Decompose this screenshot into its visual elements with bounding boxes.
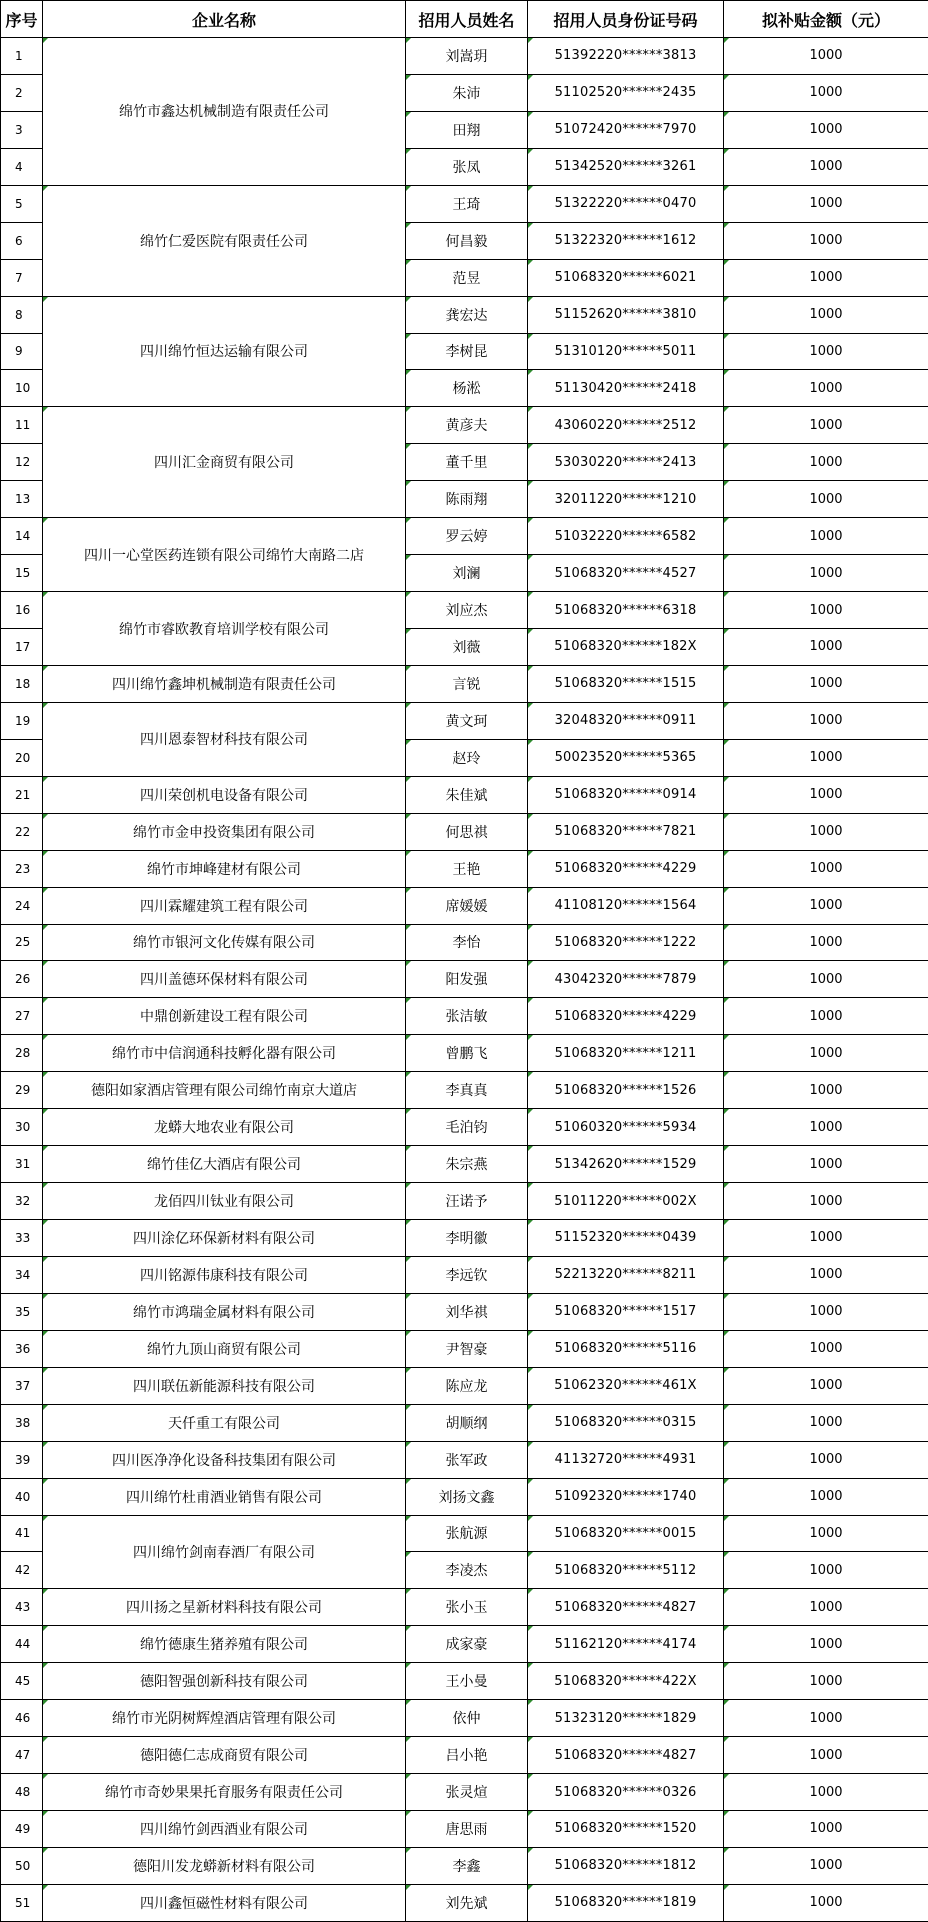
row-amount: 1000 bbox=[724, 1811, 928, 1848]
row-id-number: 51068320******5116 bbox=[528, 1330, 724, 1367]
row-seq: 24 bbox=[1, 887, 43, 924]
row-employee-name: 李明徽 bbox=[406, 1220, 528, 1257]
row-amount: 1000 bbox=[724, 444, 928, 481]
row-amount: 1000 bbox=[724, 1035, 928, 1072]
row-amount: 1000 bbox=[724, 1146, 928, 1183]
table-row bbox=[1, 1330, 928, 1367]
row-employee-name: 刘先斌 bbox=[406, 1884, 528, 1921]
row-id-number: 51062320******461X bbox=[528, 1367, 724, 1404]
header-company: 企业名称 bbox=[43, 1, 406, 38]
row-company: 四川鑫恒磁性材料有限公司 bbox=[43, 1884, 406, 1921]
row-seq: 10 bbox=[1, 370, 43, 407]
row-seq: 22 bbox=[1, 813, 43, 850]
row-employee-name: 胡顺纲 bbox=[406, 1404, 528, 1441]
row-seq: 29 bbox=[1, 1072, 43, 1109]
row-company: 绵竹市睿欧教育培训学校有限公司 bbox=[43, 592, 406, 666]
row-id-number: 51068320******1819 bbox=[528, 1884, 724, 1921]
table-row bbox=[1, 1700, 928, 1737]
row-seq: 12 bbox=[1, 444, 43, 481]
row-seq: 45 bbox=[1, 1663, 43, 1700]
row-employee-name: 李真真 bbox=[406, 1072, 528, 1109]
row-employee-name: 刘澜 bbox=[406, 555, 528, 592]
row-seq: 36 bbox=[1, 1330, 43, 1367]
row-seq: 48 bbox=[1, 1774, 43, 1811]
row-id-number: 51342620******1529 bbox=[528, 1146, 724, 1183]
row-amount: 1000 bbox=[724, 739, 928, 776]
row-seq: 31 bbox=[1, 1146, 43, 1183]
table-row bbox=[1, 1811, 928, 1848]
row-employee-name: 言锐 bbox=[406, 665, 528, 702]
row-seq: 30 bbox=[1, 1109, 43, 1146]
table-row bbox=[1, 1626, 928, 1663]
row-employee-name: 刘华祺 bbox=[406, 1293, 528, 1330]
row-seq: 25 bbox=[1, 924, 43, 961]
row-id-number: 51068320******1515 bbox=[528, 665, 724, 702]
row-seq: 15 bbox=[1, 555, 43, 592]
row-id-number: 52213220******8211 bbox=[528, 1256, 724, 1293]
table-row bbox=[1, 1220, 928, 1257]
row-amount: 1000 bbox=[724, 961, 928, 998]
row-company: 四川绵竹杜甫酒业销售有限公司 bbox=[43, 1478, 406, 1515]
row-id-number: 32048320******0911 bbox=[528, 702, 724, 739]
row-id-number: 51068320******0326 bbox=[528, 1774, 724, 1811]
row-id-number: 53030220******2413 bbox=[528, 444, 724, 481]
row-seq: 18 bbox=[1, 665, 43, 702]
row-amount: 1000 bbox=[724, 1847, 928, 1884]
row-id-number: 51068320******4827 bbox=[528, 1737, 724, 1774]
row-employee-name: 龚宏达 bbox=[406, 296, 528, 333]
row-amount: 1000 bbox=[724, 1404, 928, 1441]
row-id-number: 43060220******2512 bbox=[528, 407, 724, 444]
row-amount: 1000 bbox=[724, 74, 928, 111]
row-seq: 35 bbox=[1, 1293, 43, 1330]
row-amount: 1000 bbox=[724, 481, 928, 518]
row-company: 四川恩泰智材科技有限公司 bbox=[43, 702, 406, 776]
table-row bbox=[1, 813, 928, 850]
row-company: 四川医净净化设备科技集团有限公司 bbox=[43, 1441, 406, 1478]
row-employee-name: 王艳 bbox=[406, 850, 528, 887]
table-row bbox=[1, 1737, 928, 1774]
row-seq: 33 bbox=[1, 1220, 43, 1257]
row-seq: 26 bbox=[1, 961, 43, 998]
row-company: 德阳德仁志成商贸有限公司 bbox=[43, 1737, 406, 1774]
row-seq: 46 bbox=[1, 1700, 43, 1737]
row-employee-name: 赵玲 bbox=[406, 739, 528, 776]
row-amount: 1000 bbox=[724, 1441, 928, 1478]
row-seq: 28 bbox=[1, 1035, 43, 1072]
row-company: 天仟重工有限公司 bbox=[43, 1404, 406, 1441]
header-seq: 序号 bbox=[1, 1, 43, 38]
row-id-number: 51392220******3813 bbox=[528, 38, 724, 75]
row-company: 四川一心堂医药连锁有限公司绵竹大南路二店 bbox=[43, 518, 406, 592]
row-employee-name: 张军政 bbox=[406, 1441, 528, 1478]
row-amount: 1000 bbox=[724, 1552, 928, 1589]
row-amount: 1000 bbox=[724, 1737, 928, 1774]
row-amount: 1000 bbox=[724, 333, 928, 370]
row-seq: 19 bbox=[1, 702, 43, 739]
row-id-number: 51162120******4174 bbox=[528, 1626, 724, 1663]
row-company: 德阳智强创新科技有限公司 bbox=[43, 1663, 406, 1700]
row-amount: 1000 bbox=[724, 1220, 928, 1257]
row-id-number: 51068320******422X bbox=[528, 1663, 724, 1700]
row-id-number: 51102520******2435 bbox=[528, 74, 724, 111]
table-row bbox=[1, 961, 928, 998]
row-employee-name: 阳发强 bbox=[406, 961, 528, 998]
row-employee-name: 尹智豪 bbox=[406, 1330, 528, 1367]
header-id-number: 招用人员身份证号码 bbox=[528, 1, 724, 38]
row-employee-name: 曾鹏飞 bbox=[406, 1035, 528, 1072]
row-company: 绵竹市中信润通科技孵化器有限公司 bbox=[43, 1035, 406, 1072]
row-seq: 16 bbox=[1, 592, 43, 629]
row-amount: 1000 bbox=[724, 518, 928, 555]
table-row bbox=[1, 296, 928, 333]
row-amount: 1000 bbox=[724, 629, 928, 666]
row-seq: 1 bbox=[1, 38, 43, 75]
row-company: 四川涂亿环保新材料有限公司 bbox=[43, 1220, 406, 1257]
row-amount: 1000 bbox=[724, 370, 928, 407]
row-id-number: 51011220******002X bbox=[528, 1183, 724, 1220]
row-id-number: 51152620******3810 bbox=[528, 296, 724, 333]
row-seq: 14 bbox=[1, 518, 43, 555]
table-row bbox=[1, 1774, 928, 1811]
row-employee-name: 张凤 bbox=[406, 148, 528, 185]
row-id-number: 51130420******2418 bbox=[528, 370, 724, 407]
row-amount: 1000 bbox=[724, 1072, 928, 1109]
row-company: 绵竹市鸿瑞金属材料有限公司 bbox=[43, 1293, 406, 1330]
row-id-number: 51342520******3261 bbox=[528, 148, 724, 185]
row-seq: 6 bbox=[1, 222, 43, 259]
table-row bbox=[1, 592, 928, 629]
row-employee-name: 王琦 bbox=[406, 185, 528, 222]
table-row bbox=[1, 1515, 928, 1552]
row-employee-name: 何昌毅 bbox=[406, 222, 528, 259]
row-amount: 1000 bbox=[724, 1256, 928, 1293]
row-company: 德阳川发龙蟒新材料有限公司 bbox=[43, 1847, 406, 1884]
row-id-number: 51068320******1520 bbox=[528, 1811, 724, 1848]
row-employee-name: 李凌杰 bbox=[406, 1552, 528, 1589]
table-row bbox=[1, 1847, 928, 1884]
table-body bbox=[1, 38, 928, 1922]
row-employee-name: 吕小艳 bbox=[406, 1737, 528, 1774]
row-amount: 1000 bbox=[724, 1109, 928, 1146]
row-company: 绵竹市光阴树辉煌酒店管理有限公司 bbox=[43, 1700, 406, 1737]
table-row bbox=[1, 1884, 928, 1921]
row-amount: 1000 bbox=[724, 1515, 928, 1552]
row-id-number: 41108120******1564 bbox=[528, 887, 724, 924]
row-id-number: 50023520******5365 bbox=[528, 739, 724, 776]
table-row bbox=[1, 887, 928, 924]
row-seq: 20 bbox=[1, 739, 43, 776]
row-employee-name: 依仲 bbox=[406, 1700, 528, 1737]
row-id-number: 51068320******0315 bbox=[528, 1404, 724, 1441]
row-id-number: 51068320******6021 bbox=[528, 259, 724, 296]
row-amount: 1000 bbox=[724, 1478, 928, 1515]
row-employee-name: 朱佳斌 bbox=[406, 776, 528, 813]
row-seq: 9 bbox=[1, 333, 43, 370]
row-employee-name: 席媛媛 bbox=[406, 887, 528, 924]
row-seq: 34 bbox=[1, 1256, 43, 1293]
row-amount: 1000 bbox=[724, 924, 928, 961]
row-id-number: 32011220******1210 bbox=[528, 481, 724, 518]
row-company: 四川铭源伟康科技有限公司 bbox=[43, 1256, 406, 1293]
row-amount: 1000 bbox=[724, 1626, 928, 1663]
row-employee-name: 杨淞 bbox=[406, 370, 528, 407]
row-seq: 37 bbox=[1, 1367, 43, 1404]
row-company: 四川联伍新能源科技有限公司 bbox=[43, 1367, 406, 1404]
row-seq: 32 bbox=[1, 1183, 43, 1220]
table-row bbox=[1, 1293, 928, 1330]
row-company: 绵竹市银河文化传媒有限公司 bbox=[43, 924, 406, 961]
row-employee-name: 毛泊钧 bbox=[406, 1109, 528, 1146]
row-seq: 41 bbox=[1, 1515, 43, 1552]
header-amount: 拟补贴金额（元） bbox=[724, 1, 928, 38]
row-id-number: 51068320******4827 bbox=[528, 1589, 724, 1626]
row-amount: 1000 bbox=[724, 1663, 928, 1700]
row-id-number: 51068320******1526 bbox=[528, 1072, 724, 1109]
row-employee-name: 张灵煊 bbox=[406, 1774, 528, 1811]
row-employee-name: 刘嵩玥 bbox=[406, 38, 528, 75]
row-employee-name: 张洁敏 bbox=[406, 998, 528, 1035]
row-company: 绵竹佳亿大酒店有限公司 bbox=[43, 1146, 406, 1183]
row-id-number: 51068320******5112 bbox=[528, 1552, 724, 1589]
row-amount: 1000 bbox=[724, 222, 928, 259]
row-company: 龙蟒大地农业有限公司 bbox=[43, 1109, 406, 1146]
row-seq: 5 bbox=[1, 185, 43, 222]
row-seq: 11 bbox=[1, 407, 43, 444]
row-seq: 23 bbox=[1, 850, 43, 887]
row-employee-name: 李树昆 bbox=[406, 333, 528, 370]
row-id-number: 51068320******4229 bbox=[528, 998, 724, 1035]
row-seq: 38 bbox=[1, 1404, 43, 1441]
table-row bbox=[1, 407, 928, 444]
table-row bbox=[1, 924, 928, 961]
table-row bbox=[1, 1146, 928, 1183]
row-seq: 8 bbox=[1, 296, 43, 333]
row-company: 四川汇金商贸有限公司 bbox=[43, 407, 406, 518]
row-seq: 13 bbox=[1, 481, 43, 518]
row-id-number: 51068320******7821 bbox=[528, 813, 724, 850]
row-seq: 2 bbox=[1, 74, 43, 111]
row-seq: 3 bbox=[1, 111, 43, 148]
table-row bbox=[1, 1183, 928, 1220]
row-employee-name: 刘薇 bbox=[406, 629, 528, 666]
table-row bbox=[1, 1035, 928, 1072]
table-row bbox=[1, 850, 928, 887]
row-amount: 1000 bbox=[724, 148, 928, 185]
row-amount: 1000 bbox=[724, 592, 928, 629]
row-id-number: 43042320******7879 bbox=[528, 961, 724, 998]
row-employee-name: 何思祺 bbox=[406, 813, 528, 850]
row-employee-name: 李怡 bbox=[406, 924, 528, 961]
row-id-number: 51068320******4527 bbox=[528, 555, 724, 592]
row-id-number: 51068320******4229 bbox=[528, 850, 724, 887]
row-company: 绵竹市奇妙果果托育服务有限责任公司 bbox=[43, 1774, 406, 1811]
row-id-number: 51068320******0015 bbox=[528, 1515, 724, 1552]
row-employee-name: 刘扬文鑫 bbox=[406, 1478, 528, 1515]
table-row bbox=[1, 518, 928, 555]
row-employee-name: 罗云婷 bbox=[406, 518, 528, 555]
row-amount: 1000 bbox=[724, 1589, 928, 1626]
row-amount: 1000 bbox=[724, 665, 928, 702]
table-row bbox=[1, 1256, 928, 1293]
row-employee-name: 张小玉 bbox=[406, 1589, 528, 1626]
row-company: 绵竹市坤峰建材有限公司 bbox=[43, 850, 406, 887]
row-company: 四川荣创机电设备有限公司 bbox=[43, 776, 406, 813]
row-id-number: 51068320******1222 bbox=[528, 924, 724, 961]
row-amount: 1000 bbox=[724, 1330, 928, 1367]
table-row bbox=[1, 1072, 928, 1109]
row-id-number: 51032220******6582 bbox=[528, 518, 724, 555]
row-seq: 44 bbox=[1, 1626, 43, 1663]
row-employee-name: 朱宗燕 bbox=[406, 1146, 528, 1183]
row-amount: 1000 bbox=[724, 1367, 928, 1404]
row-seq: 4 bbox=[1, 148, 43, 185]
row-id-number: 51068320******1211 bbox=[528, 1035, 724, 1072]
row-seq: 21 bbox=[1, 776, 43, 813]
row-id-number: 51068320******1812 bbox=[528, 1847, 724, 1884]
table-row bbox=[1, 1109, 928, 1146]
row-amount: 1000 bbox=[724, 1774, 928, 1811]
row-amount: 1000 bbox=[724, 1293, 928, 1330]
row-id-number: 51068320******182X bbox=[528, 629, 724, 666]
row-id-number: 51068320******0914 bbox=[528, 776, 724, 813]
row-company: 中鼎创新建设工程有限公司 bbox=[43, 998, 406, 1035]
row-company: 绵竹九顶山商贸有限公司 bbox=[43, 1330, 406, 1367]
row-amount: 1000 bbox=[724, 111, 928, 148]
row-amount: 1000 bbox=[724, 38, 928, 75]
table-row bbox=[1, 1404, 928, 1441]
row-company: 四川绵竹恒达运输有限公司 bbox=[43, 296, 406, 407]
table-row bbox=[1, 185, 928, 222]
row-id-number: 51060320******5934 bbox=[528, 1109, 724, 1146]
row-seq: 17 bbox=[1, 629, 43, 666]
row-employee-name: 刘应杰 bbox=[406, 592, 528, 629]
row-company: 绵竹市鑫达机械制造有限责任公司 bbox=[43, 38, 406, 186]
row-seq: 39 bbox=[1, 1441, 43, 1478]
table-row bbox=[1, 998, 928, 1035]
row-amount: 1000 bbox=[724, 887, 928, 924]
row-employee-name: 陈雨翔 bbox=[406, 481, 528, 518]
row-id-number: 51152320******0439 bbox=[528, 1220, 724, 1257]
row-seq: 47 bbox=[1, 1737, 43, 1774]
row-amount: 1000 bbox=[724, 776, 928, 813]
row-employee-name: 田翔 bbox=[406, 111, 528, 148]
row-seq: 27 bbox=[1, 998, 43, 1035]
row-id-number: 41132720******4931 bbox=[528, 1441, 724, 1478]
table-row bbox=[1, 38, 928, 75]
row-company: 四川扬之星新材料科技有限公司 bbox=[43, 1589, 406, 1626]
row-seq: 49 bbox=[1, 1811, 43, 1848]
row-company: 四川霖耀建筑工程有限公司 bbox=[43, 887, 406, 924]
row-id-number: 51310120******5011 bbox=[528, 333, 724, 370]
row-seq: 42 bbox=[1, 1552, 43, 1589]
row-employee-name: 朱沛 bbox=[406, 74, 528, 111]
row-company: 四川盖德环保材料有限公司 bbox=[43, 961, 406, 998]
row-id-number: 51322320******1612 bbox=[528, 222, 724, 259]
row-employee-name: 范昱 bbox=[406, 259, 528, 296]
row-amount: 1000 bbox=[724, 998, 928, 1035]
row-company: 龙佰四川钛业有限公司 bbox=[43, 1183, 406, 1220]
row-company: 四川绵竹鑫坤机械制造有限责任公司 bbox=[43, 665, 406, 702]
row-id-number: 51068320******1517 bbox=[528, 1293, 724, 1330]
row-company: 德阳如家酒店管理有限公司绵竹南京大道店 bbox=[43, 1072, 406, 1109]
row-id-number: 51322220******0470 bbox=[528, 185, 724, 222]
table-row bbox=[1, 1663, 928, 1700]
row-employee-name: 王小曼 bbox=[406, 1663, 528, 1700]
row-amount: 1000 bbox=[724, 1183, 928, 1220]
row-seq: 43 bbox=[1, 1589, 43, 1626]
table-row bbox=[1, 665, 928, 702]
table-row bbox=[1, 776, 928, 813]
row-employee-name: 李远钦 bbox=[406, 1256, 528, 1293]
row-id-number: 51092320******1740 bbox=[528, 1478, 724, 1515]
table-row bbox=[1, 1367, 928, 1404]
row-amount: 1000 bbox=[724, 1884, 928, 1921]
row-employee-name: 陈应龙 bbox=[406, 1367, 528, 1404]
header-row bbox=[1, 1, 928, 38]
row-employee-name: 黄文珂 bbox=[406, 702, 528, 739]
row-company: 绵竹市金申投资集团有限公司 bbox=[43, 813, 406, 850]
row-employee-name: 黄彦夫 bbox=[406, 407, 528, 444]
row-amount: 1000 bbox=[724, 813, 928, 850]
row-employee-name: 张航源 bbox=[406, 1515, 528, 1552]
table-row bbox=[1, 1441, 928, 1478]
row-amount: 1000 bbox=[724, 185, 928, 222]
row-amount: 1000 bbox=[724, 850, 928, 887]
row-amount: 1000 bbox=[724, 259, 928, 296]
row-company: 绵竹仁爱医院有限责任公司 bbox=[43, 185, 406, 296]
row-seq: 50 bbox=[1, 1847, 43, 1884]
row-seq: 7 bbox=[1, 259, 43, 296]
table-row bbox=[1, 702, 928, 739]
row-amount: 1000 bbox=[724, 1700, 928, 1737]
row-seq: 40 bbox=[1, 1478, 43, 1515]
table-row bbox=[1, 1589, 928, 1626]
row-employee-name: 李鑫 bbox=[406, 1847, 528, 1884]
header-name: 招用人员姓名 bbox=[406, 1, 528, 38]
row-seq: 51 bbox=[1, 1884, 43, 1921]
row-company: 四川绵竹剑西酒业有限公司 bbox=[43, 1811, 406, 1848]
row-employee-name: 汪诺予 bbox=[406, 1183, 528, 1220]
row-amount: 1000 bbox=[724, 555, 928, 592]
table-row bbox=[1, 1478, 928, 1515]
row-employee-name: 唐思雨 bbox=[406, 1811, 528, 1848]
row-amount: 1000 bbox=[724, 296, 928, 333]
row-company: 四川绵竹剑南春酒厂有限公司 bbox=[43, 1515, 406, 1589]
row-id-number: 51323120******1829 bbox=[528, 1700, 724, 1737]
row-amount: 1000 bbox=[724, 702, 928, 739]
row-employee-name: 董千里 bbox=[406, 444, 528, 481]
row-amount: 1000 bbox=[724, 407, 928, 444]
row-id-number: 51072420******7970 bbox=[528, 111, 724, 148]
row-employee-name: 成家豪 bbox=[406, 1626, 528, 1663]
row-id-number: 51068320******6318 bbox=[528, 592, 724, 629]
row-company: 绵竹德康生猪养殖有限公司 bbox=[43, 1626, 406, 1663]
